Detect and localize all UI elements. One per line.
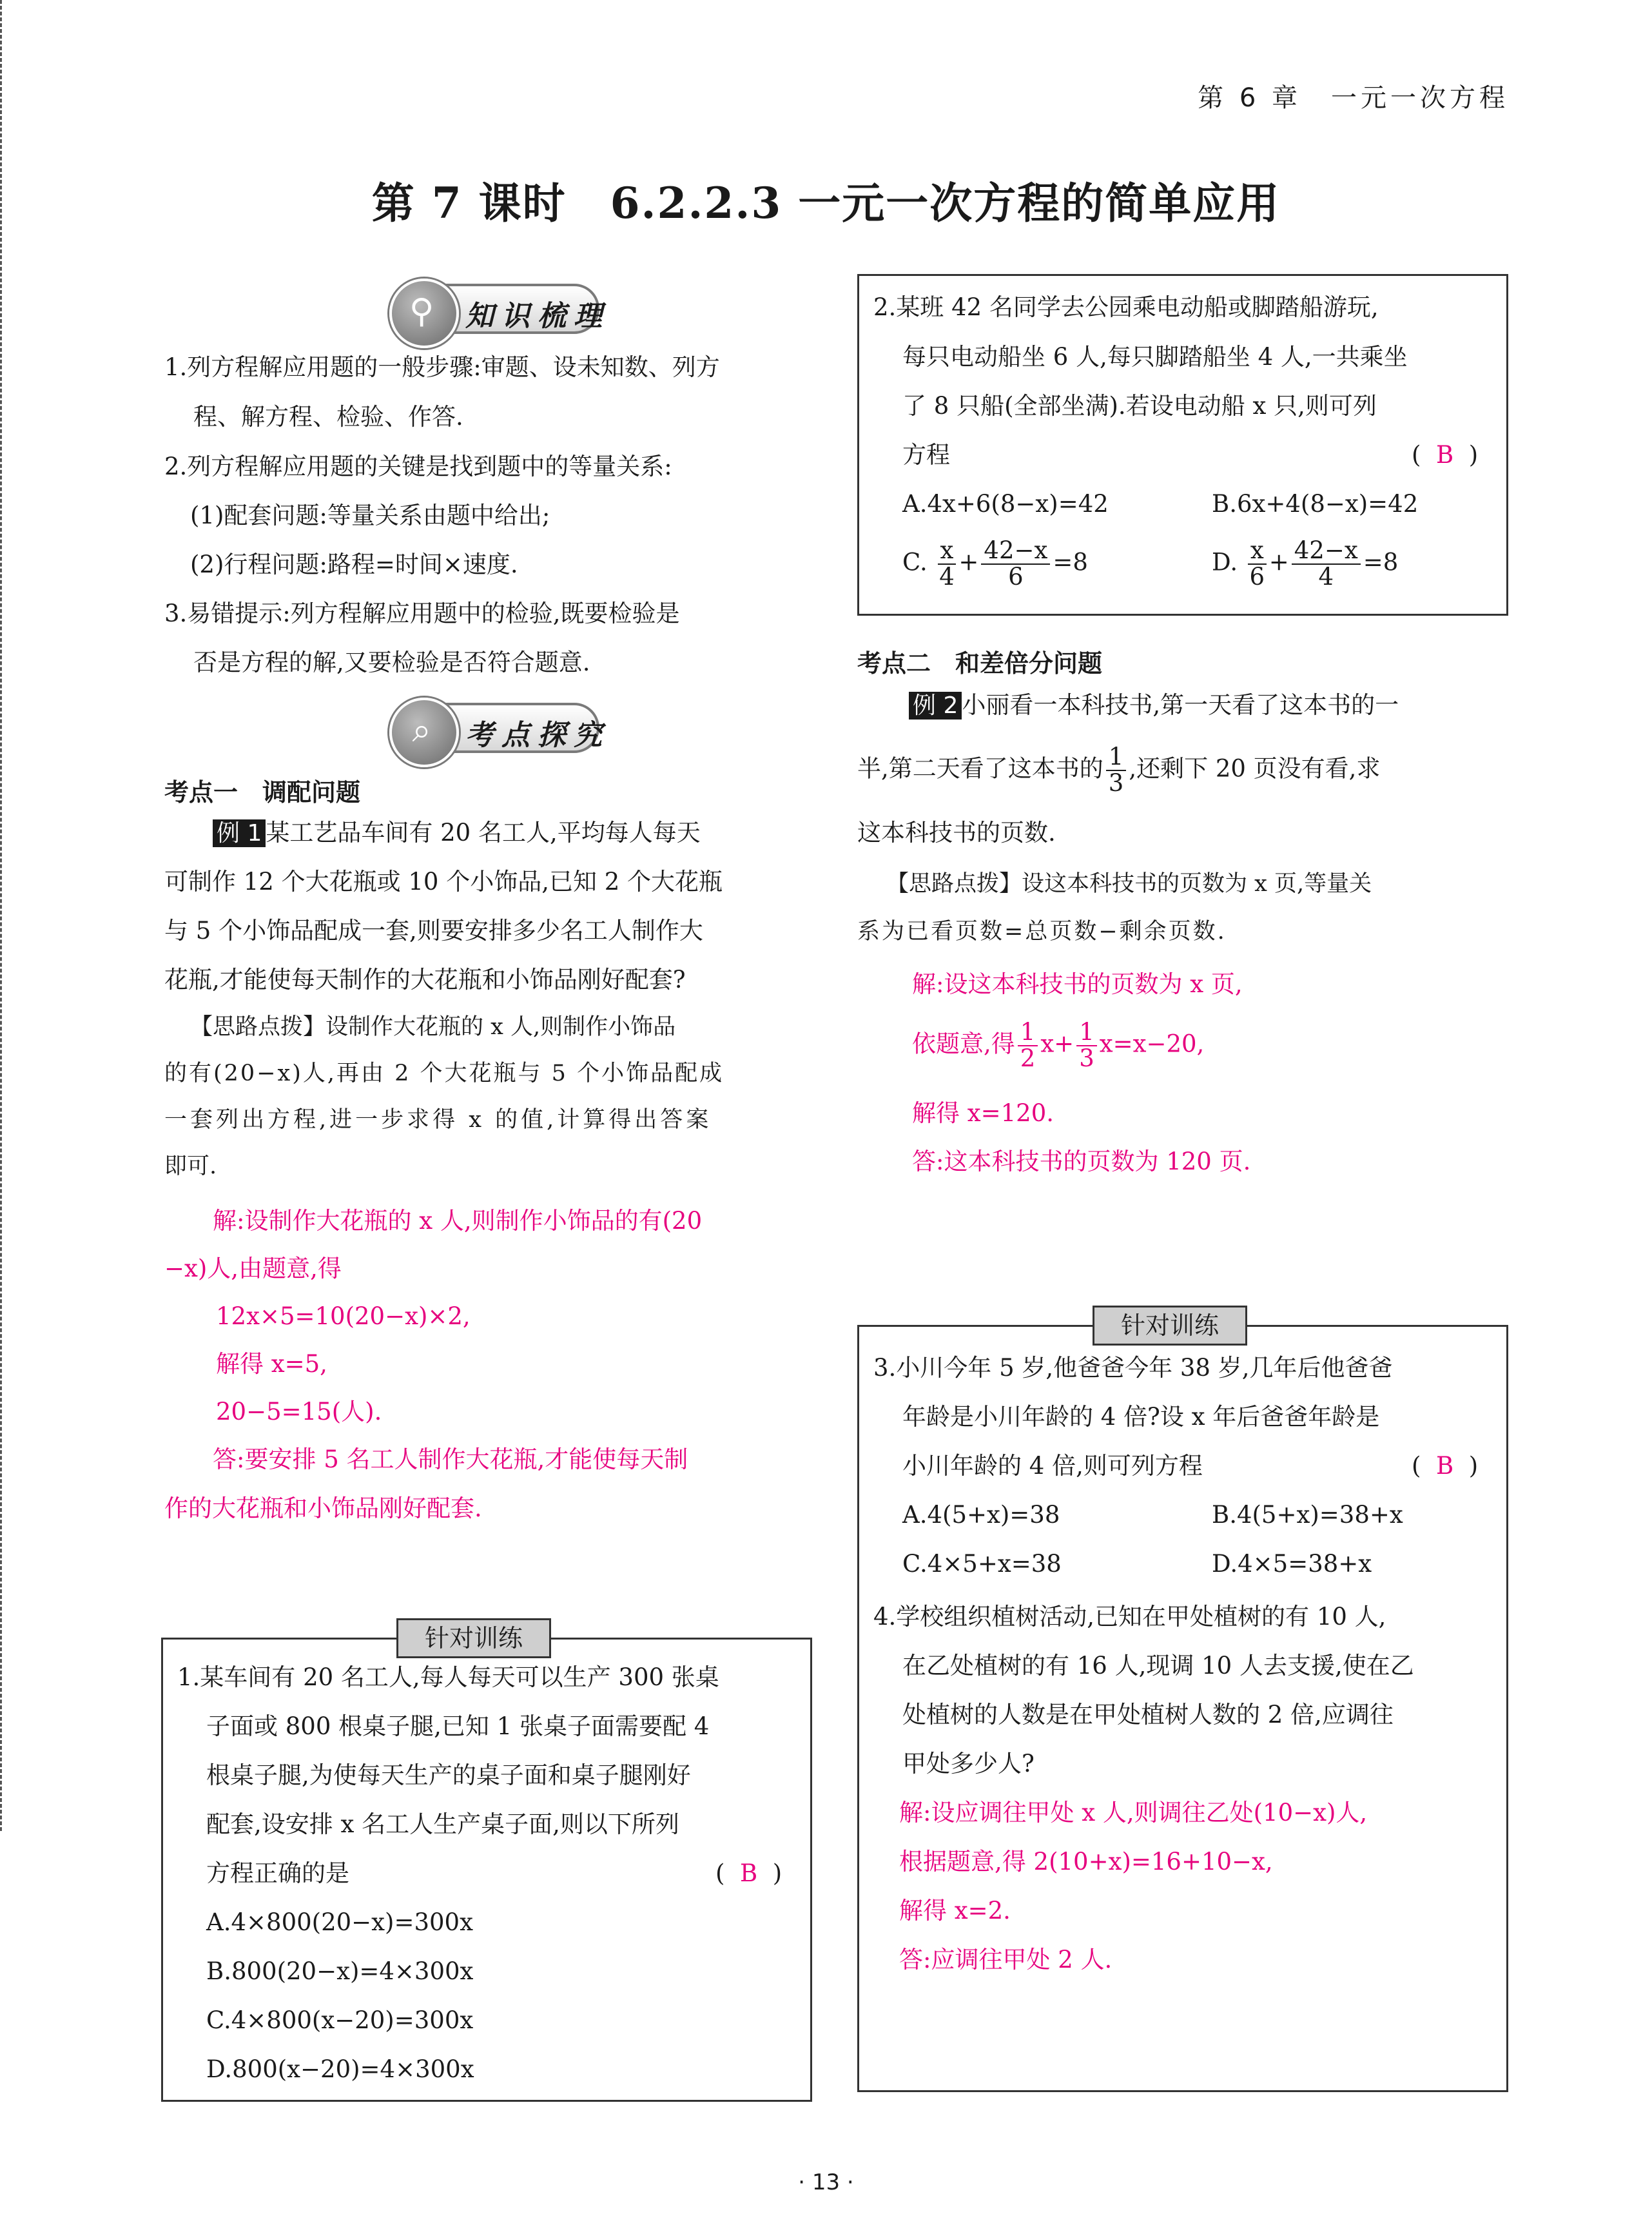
fraction: $\frac{42-x}{4}$ (1292, 538, 1361, 590)
fraction: $\frac{x}{4}$ (938, 538, 957, 590)
knowledge-line-4: (1)配套问题:等量关系由题中给出; (190, 502, 550, 529)
question-2-line-1: 2.某班 42 名同学去公园乘电动船或脚踏船游玩, (873, 293, 1379, 321)
question-2-option-a: A.4x+6(8−x)=42 (902, 490, 1109, 518)
hint-1-line-4: 即可. (164, 1153, 217, 1179)
solution-2-line-3: 解得 x=120. (912, 1099, 1054, 1127)
knowledge-line-6: 3.易错提示:列方程解应用题中的检验,既要检验是 (164, 600, 680, 627)
training-2-option-c: C.4×5+x=38 (902, 1550, 1062, 1578)
training-2-q4-line-2: 在乙处植树的有 16 人,现调 10 人去支援,使在乙 (902, 1652, 1414, 1679)
fraction: $\frac{42-x}{6}$ (981, 538, 1050, 590)
knowledge-line-3: 2.列方程解应用题的关键是找到题中的等量关系: (164, 453, 672, 480)
question-2-option-b: B.6x+4(8−x)=42 (1212, 490, 1419, 518)
example-2-line-1: 例 2 小丽看一本科技书,第一天看了这本书的一 (909, 691, 1399, 720)
example-1-line-3: 与 5 个小饰品配成一套,则要安排多少名工人制作大 (164, 917, 703, 945)
hint-2-line-1: 【思路点拨】设这本科技书的页数为 x 页,等量关 (886, 871, 1372, 897)
training-2-q3-answer: ( B ) (1412, 1452, 1479, 1480)
knowledge-line-7: 否是方程的解,又要检验是否符合题意. (193, 649, 590, 676)
training-1-option-b: B.800(20−x)=4×300x (206, 1957, 474, 1985)
training-2-option-b: B.4(5+x)=38+x (1212, 1501, 1403, 1529)
training-2-option-d: D.4×5=38+x (1212, 1550, 1372, 1578)
hint-2-line-2: 系为已看页数=总页数−剩余页数. (857, 919, 1227, 945)
example-2-line-3: 这本科技书的页数. (857, 819, 1056, 847)
knowledge-line-1: 1.列方程解应用题的一般步骤:审题、设未知数、列方 (164, 353, 720, 381)
solution-1-line-7: 作的大花瓶和小饰品刚好配套. (164, 1494, 482, 1522)
question-2-line-3: 了 8 只船(全部坐满).若设电动船 x 只,则可列 (902, 392, 1377, 420)
solution-1-line-6: 答:要安排 5 名工人制作大花瓶,才能使每天制 (213, 1445, 688, 1473)
knowledge-line-2: 程、解方程、检验、作答. (193, 403, 463, 431)
example-1-line-4: 花瓶,才能使每天制作的大花瓶和小饰品刚好配套? (164, 966, 686, 994)
solution-2-line-2: 依题意,得 $\frac{1}{2}$ x+ $\frac{1}{3}$ x=x−20, (912, 1018, 1205, 1072)
training-2-tab: 针对训练 (1093, 1306, 1247, 1346)
training-2-q3-line-1: 3.小川今年 5 岁,他爸爸今年 38 岁,几年后他爸爸 (873, 1354, 1393, 1382)
training-1-tab: 针对训练 (396, 1618, 551, 1658)
example-1-tag: 例 1 (213, 819, 266, 847)
training-2-option-a: A.4(5+x)=38 (902, 1501, 1060, 1529)
example-2-tag: 例 2 (909, 692, 962, 720)
training-2-q4-line-3: 处植树的人数是在甲处植树人数的 2 倍,应调往 (902, 1701, 1394, 1728)
training-1-option-a: A.4×800(20−x)=300x (206, 1908, 473, 1936)
solution-1-line-5: 20−5=15(人). (216, 1398, 382, 1425)
solution-2-line-4: 答:这本科技书的页数为 120 页. (912, 1148, 1251, 1175)
training-2-solution-line-2: 根据题意,得 2(10+x)=16+10−x, (899, 1848, 1273, 1875)
training-2-solution-line-1: 解:设应调往甲处 x 人,则调往乙处(10−x)人, (899, 1799, 1368, 1826)
kaodian-1-title: 考点一 调配问题 (164, 778, 361, 807)
solution-2-line-1: 解:设这本科技书的页数为 x 页, (912, 970, 1243, 998)
training-1-q-line-3: 根桌子腿,为使每天生产的桌子面和桌子腿刚好 (206, 1761, 691, 1789)
kaodian-2-title: 考点二 和差倍分问题 (857, 649, 1103, 678)
training-2-q3-line-3: 小川年龄的 4 倍,则可列方程 (902, 1452, 1203, 1480)
training-1-q-line-1: 1.某车间有 20 名工人,每人每天可以生产 300 张桌 (177, 1663, 719, 1691)
training-1-answer: ( B ) (715, 1859, 782, 1887)
training-1-option-d: D.800(x−20)=4×300x (206, 2055, 474, 2083)
question-2-line-4: 方程 (902, 441, 950, 469)
training-1-q-line-4: 配套,设安排 x 名工人生产桌子面,则以下所列 (206, 1810, 679, 1838)
knowledge-line-5: (2)行程问题:路程=时间×速度. (190, 551, 518, 578)
solution-1-line-2: −x)人,由题意,得 (164, 1255, 342, 1282)
example-2-line-2: 半,第二天看了这本书的 $\frac{1}{3}$ ,还剩下 20 页没有看,求 (857, 743, 1381, 797)
solution-1-line-3: 12x×5=10(20−x)×2, (216, 1302, 471, 1330)
solution-1-line-4: 解得 x=5, (216, 1350, 327, 1378)
hint-1-line-2: 的有(20−x)人,再由 2 个大花瓶与 5 个小饰品配成 (164, 1061, 724, 1086)
page-title: 第 7 课时 6.2.2.3 一元一次方程的简单应用 (371, 178, 1281, 228)
magnifier-icon: ⌕ (389, 698, 459, 767)
training-2-solution-line-4: 答:应调往甲处 2 人. (899, 1946, 1113, 1973)
page-number: · 13 · (798, 2169, 854, 2195)
question-2-option-c: C. $\frac{x}{4}$ + $\frac{42-x}{6}$ =8 (902, 536, 1088, 591)
example-1-line-2: 可制作 12 个大花瓶或 10 个小饰品,已知 2 个大花瓶 (164, 868, 723, 896)
explore-badge: ⌕ 考点探究 (393, 703, 599, 753)
hint-1-line-3: 一套列出方程,进一步求得 x 的值,计算得出答案 (164, 1107, 712, 1133)
training-2-q3-line-2: 年龄是小川年龄的 4 倍?设 x 年后爸爸年龄是 (902, 1403, 1380, 1431)
chapter-header: 第 6 章 一元一次方程 (1198, 83, 1509, 113)
question-2-answer: ( B ) (1412, 441, 1479, 469)
example-1-line-1: 例 1 某工艺品车间有 20 名工人,平均每人每天 (213, 819, 701, 847)
hint-1-line-1: 【思路点拨】设制作大花瓶的 x 人,则制作小饰品 (190, 1014, 676, 1040)
training-1-q-line-5: 方程正确的是 (206, 1859, 349, 1887)
question-2-line-2: 每只电动船坐 6 人,每只脚踏船坐 4 人,一共乘坐 (902, 343, 1408, 371)
fraction: $\frac{1}{3}$ (1106, 745, 1127, 796)
question-2-option-d: D. $\frac{x}{6}$ + $\frac{42-x}{4}$ =8 (1212, 536, 1399, 591)
fraction: $\frac{1}{2}$ (1018, 1020, 1038, 1072)
training-1-option-c: C.4×800(x−20)=300x (206, 2006, 474, 2034)
fraction: $\frac{1}{3}$ (1076, 1020, 1097, 1072)
training-2-solution-line-3: 解得 x=2. (899, 1897, 1011, 1924)
knowledge-badge: ⚲ 知识梳理 (393, 284, 599, 334)
fraction: $\frac{x}{6}$ (1248, 538, 1267, 590)
location-pin-icon: ⚲ (389, 279, 459, 348)
training-1-q-line-2: 子面或 800 根桌子腿,已知 1 张桌子面需要配 4 (206, 1712, 710, 1740)
training-2-q4-line-4: 甲处多少人? (902, 1750, 1035, 1777)
solution-1-line-1: 解:设制作大花瓶的 x 人,则制作小饰品的有(20 (213, 1207, 703, 1235)
training-2-q4-line-1: 4.学校组织植树活动,已知在甲处植树的有 10 人, (873, 1603, 1386, 1631)
column-divider (0, 0, 2, 1831)
